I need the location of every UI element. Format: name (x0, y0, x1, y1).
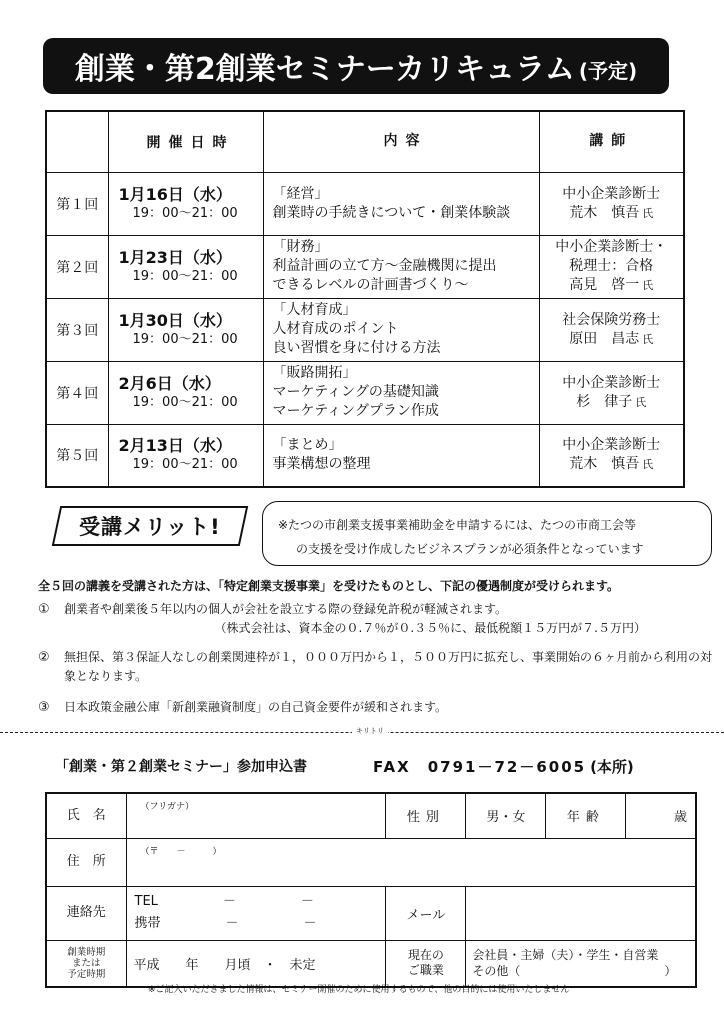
lecturer-title: 中小企業診断士 (562, 374, 661, 391)
lecturer-honorific: 氏 (642, 279, 654, 292)
lecturer-name: 原田 昌志 (569, 330, 640, 347)
benefit-number: ② (38, 650, 50, 665)
session-content (263, 424, 539, 487)
lecturer-name-line (540, 276, 684, 295)
header-content: 内容 (263, 111, 539, 172)
name-label: 氏 名 (46, 793, 126, 838)
benefit-item (38, 600, 718, 638)
occupation-other: その他（ ） (472, 964, 677, 979)
benefits-intro: 全５回の講義を受講された方は、「特定創業支援事業」を受けたものとし、下記の優遇制度が受けられます。 (38, 579, 620, 593)
session-date: 1月16日（水） (118, 184, 232, 204)
start-period-label: 創業時期 または 予定時期 (46, 940, 126, 987)
form-title: 「創業・第２創業セミナー」参加申込書 (55, 759, 307, 775)
fax-number (373, 756, 634, 777)
email-field[interactable] (466, 886, 696, 940)
lecturer-honorific: 氏 (642, 332, 654, 346)
gender-label: 性別 (386, 793, 466, 838)
merit-badge-label: 受講メリット! (79, 515, 221, 539)
benefit-text: 創業者や創業後５年以内の個人が会社を設立する際の登録免許税が軽減されます。 (64, 602, 508, 616)
lecturer-honorific: 氏 (642, 206, 654, 220)
session-row (46, 424, 684, 487)
session-content-line: 創業時の手続きについて・創業体験談 (272, 204, 511, 221)
occupation-field[interactable] (466, 940, 696, 987)
start-period-field[interactable]: 平成 年 月頃 ・ 未定 (126, 940, 386, 987)
application-form (45, 792, 697, 988)
benefit-number: ③ (38, 700, 50, 715)
address-label: 住 所 (46, 838, 126, 886)
session-content-line: 「経営」 (272, 185, 329, 202)
lecturer-honorific: 氏 (635, 395, 647, 409)
fax-number-text: FAX 0791－72－6005 (373, 758, 587, 776)
session-time: 19：00～21：00 (132, 394, 238, 410)
name-field[interactable] (126, 793, 386, 838)
notice-line: ※たつの市創業支援事業補助金を申請するには、たつの市商工会等 (278, 518, 637, 532)
tel-field[interactable]: TEL － － (134, 894, 314, 909)
lecturer-name: 杉 律子 (576, 393, 633, 410)
session-lecturer (539, 298, 684, 361)
session-number: 第２回 (46, 235, 108, 298)
session-content-line: 事業構想の整理 (272, 456, 371, 473)
session-number: 第５回 (46, 424, 108, 487)
session-content-line: 良い習慣を身に付ける方法 (272, 340, 441, 356)
benefit-item (38, 648, 718, 686)
form-row-name (46, 793, 696, 838)
session-date-cell (108, 172, 263, 235)
lecturer-name-line (540, 204, 684, 223)
session-time: 19：00～21：00 (132, 205, 238, 221)
page-title: 創業・第2創業セミナーカリキュラム (74, 52, 575, 87)
session-number: 第１回 (46, 172, 108, 235)
session-lecturer (539, 361, 684, 424)
session-time: 19：00～21：00 (132, 457, 238, 473)
session-number: 第４回 (46, 361, 108, 424)
curriculum-table (45, 110, 685, 488)
session-content (263, 172, 539, 235)
email-label: メール (386, 886, 466, 940)
furigana-label: （フリガナ） (140, 802, 195, 812)
session-content-line: 「財務」 (272, 239, 329, 255)
lecturer-name-line (540, 455, 684, 474)
session-number: 第３回 (46, 298, 108, 361)
session-date-cell (108, 298, 263, 361)
session-row (46, 361, 684, 424)
session-content-line: 「販路開拓」 (272, 365, 357, 381)
age-field[interactable]: 歳 (626, 793, 696, 838)
session-row (46, 235, 684, 298)
session-content-line: 人材育成のポイント (272, 321, 399, 337)
address-field[interactable] (126, 838, 696, 886)
header-date: 開催日時 (108, 111, 263, 172)
lecturer-name-line (540, 393, 684, 412)
session-date: 2月13日（水） (118, 436, 232, 456)
session-content-line: 「人材育成」 (272, 302, 357, 318)
occupation-options: 会社員・主婦（夫）・学生・自営業 (472, 948, 659, 963)
session-lecturer (539, 424, 684, 487)
lecturer-name: 荒木 慎吾 (569, 456, 640, 473)
postal-code-field: （〒 － ） (140, 846, 222, 857)
benefit-subtext: （株式会社は、資本金の０.７％が０.３５％に、最低税額１５万円が７.５万円） (214, 621, 646, 635)
benefit-text: 日本政策金融公庫「新創業融資制度」の自己資金要件が緩和されます。 (64, 700, 448, 714)
lecturer-title: 中小企業診断士 (562, 437, 661, 454)
lecturer-name-line (540, 330, 684, 349)
session-content-line: 利益計画の立て方～金融機関に提出 (272, 258, 497, 274)
session-date: 2月6日（水） (118, 373, 221, 393)
session-date-cell (108, 424, 263, 487)
benefit-number: ① (38, 602, 50, 617)
subsidy-notice (262, 501, 712, 566)
merit-badge (52, 506, 249, 546)
session-date-cell (108, 235, 263, 298)
fax-office: (本所) (590, 758, 634, 776)
lecturer-title: 中小企業診断士 (562, 185, 661, 202)
page-subtitle: (予定) (578, 58, 638, 83)
session-time: 19：00～21：00 (132, 268, 238, 284)
contact-label: 連絡先 (46, 886, 126, 940)
phone-fields[interactable] (126, 886, 386, 940)
session-content-line: マーケティングの基礎知識 (272, 384, 439, 400)
session-lecturer (539, 172, 684, 235)
gender-field[interactable]: 男・女 (466, 793, 546, 838)
age-label: 年齢 (546, 793, 626, 838)
curriculum-header-row (46, 111, 684, 172)
session-content (263, 298, 539, 361)
benefits-section (38, 576, 718, 717)
session-content (263, 235, 539, 298)
session-row (46, 172, 684, 235)
occupation-label: 現在の ご職業 (386, 940, 466, 987)
session-time: 19：00～21：00 (132, 331, 238, 347)
benefit-item (38, 698, 718, 717)
session-lecturer (539, 235, 684, 298)
privacy-note: ※ご記入いただきました情報は、セミナー開催のために使用するもので、他の目的には使用いたしません (148, 985, 570, 995)
header-lecturer: 講師 (539, 111, 684, 172)
session-content-line: マーケティングプラン作成 (272, 403, 439, 419)
session-date-cell (108, 361, 263, 424)
lecturer-title: 中小企業診断士・ (555, 239, 668, 255)
session-date: 1月30日（水） (118, 310, 232, 330)
session-content-line: 「まとめ」 (272, 437, 343, 454)
mobile-field[interactable]: 携帯 － － (134, 916, 317, 931)
session-date: 1月23日（水） (118, 247, 232, 267)
title-banner (43, 38, 669, 94)
form-row-address (46, 838, 696, 886)
lecturer-name: 高見 啓一 (569, 277, 640, 293)
session-row (46, 298, 684, 361)
session-content-line: できるレベルの計画書づくり～ (272, 277, 469, 293)
notice-line: の支援を受け作成したビジネスプランが必須条件となっています (296, 542, 644, 556)
form-row-period (46, 940, 696, 987)
lecturer-title: 社会保険労務士 (562, 311, 661, 328)
lecturer-honorific: 氏 (642, 458, 654, 472)
header-number (46, 111, 108, 172)
session-content (263, 361, 539, 424)
cut-line-label: キリトリ (352, 725, 388, 737)
form-row-contact (46, 886, 696, 940)
benefit-text: 無担保、第３保証人なしの創業関連枠が１，０００万円から１，５００万円に拡充し、事業開始の６ヶ月前から利用の対象となります。 (64, 650, 713, 683)
lecturer-name: 荒木 慎吾 (569, 204, 640, 221)
lecturer-title: 税理士：合格 (569, 258, 654, 274)
